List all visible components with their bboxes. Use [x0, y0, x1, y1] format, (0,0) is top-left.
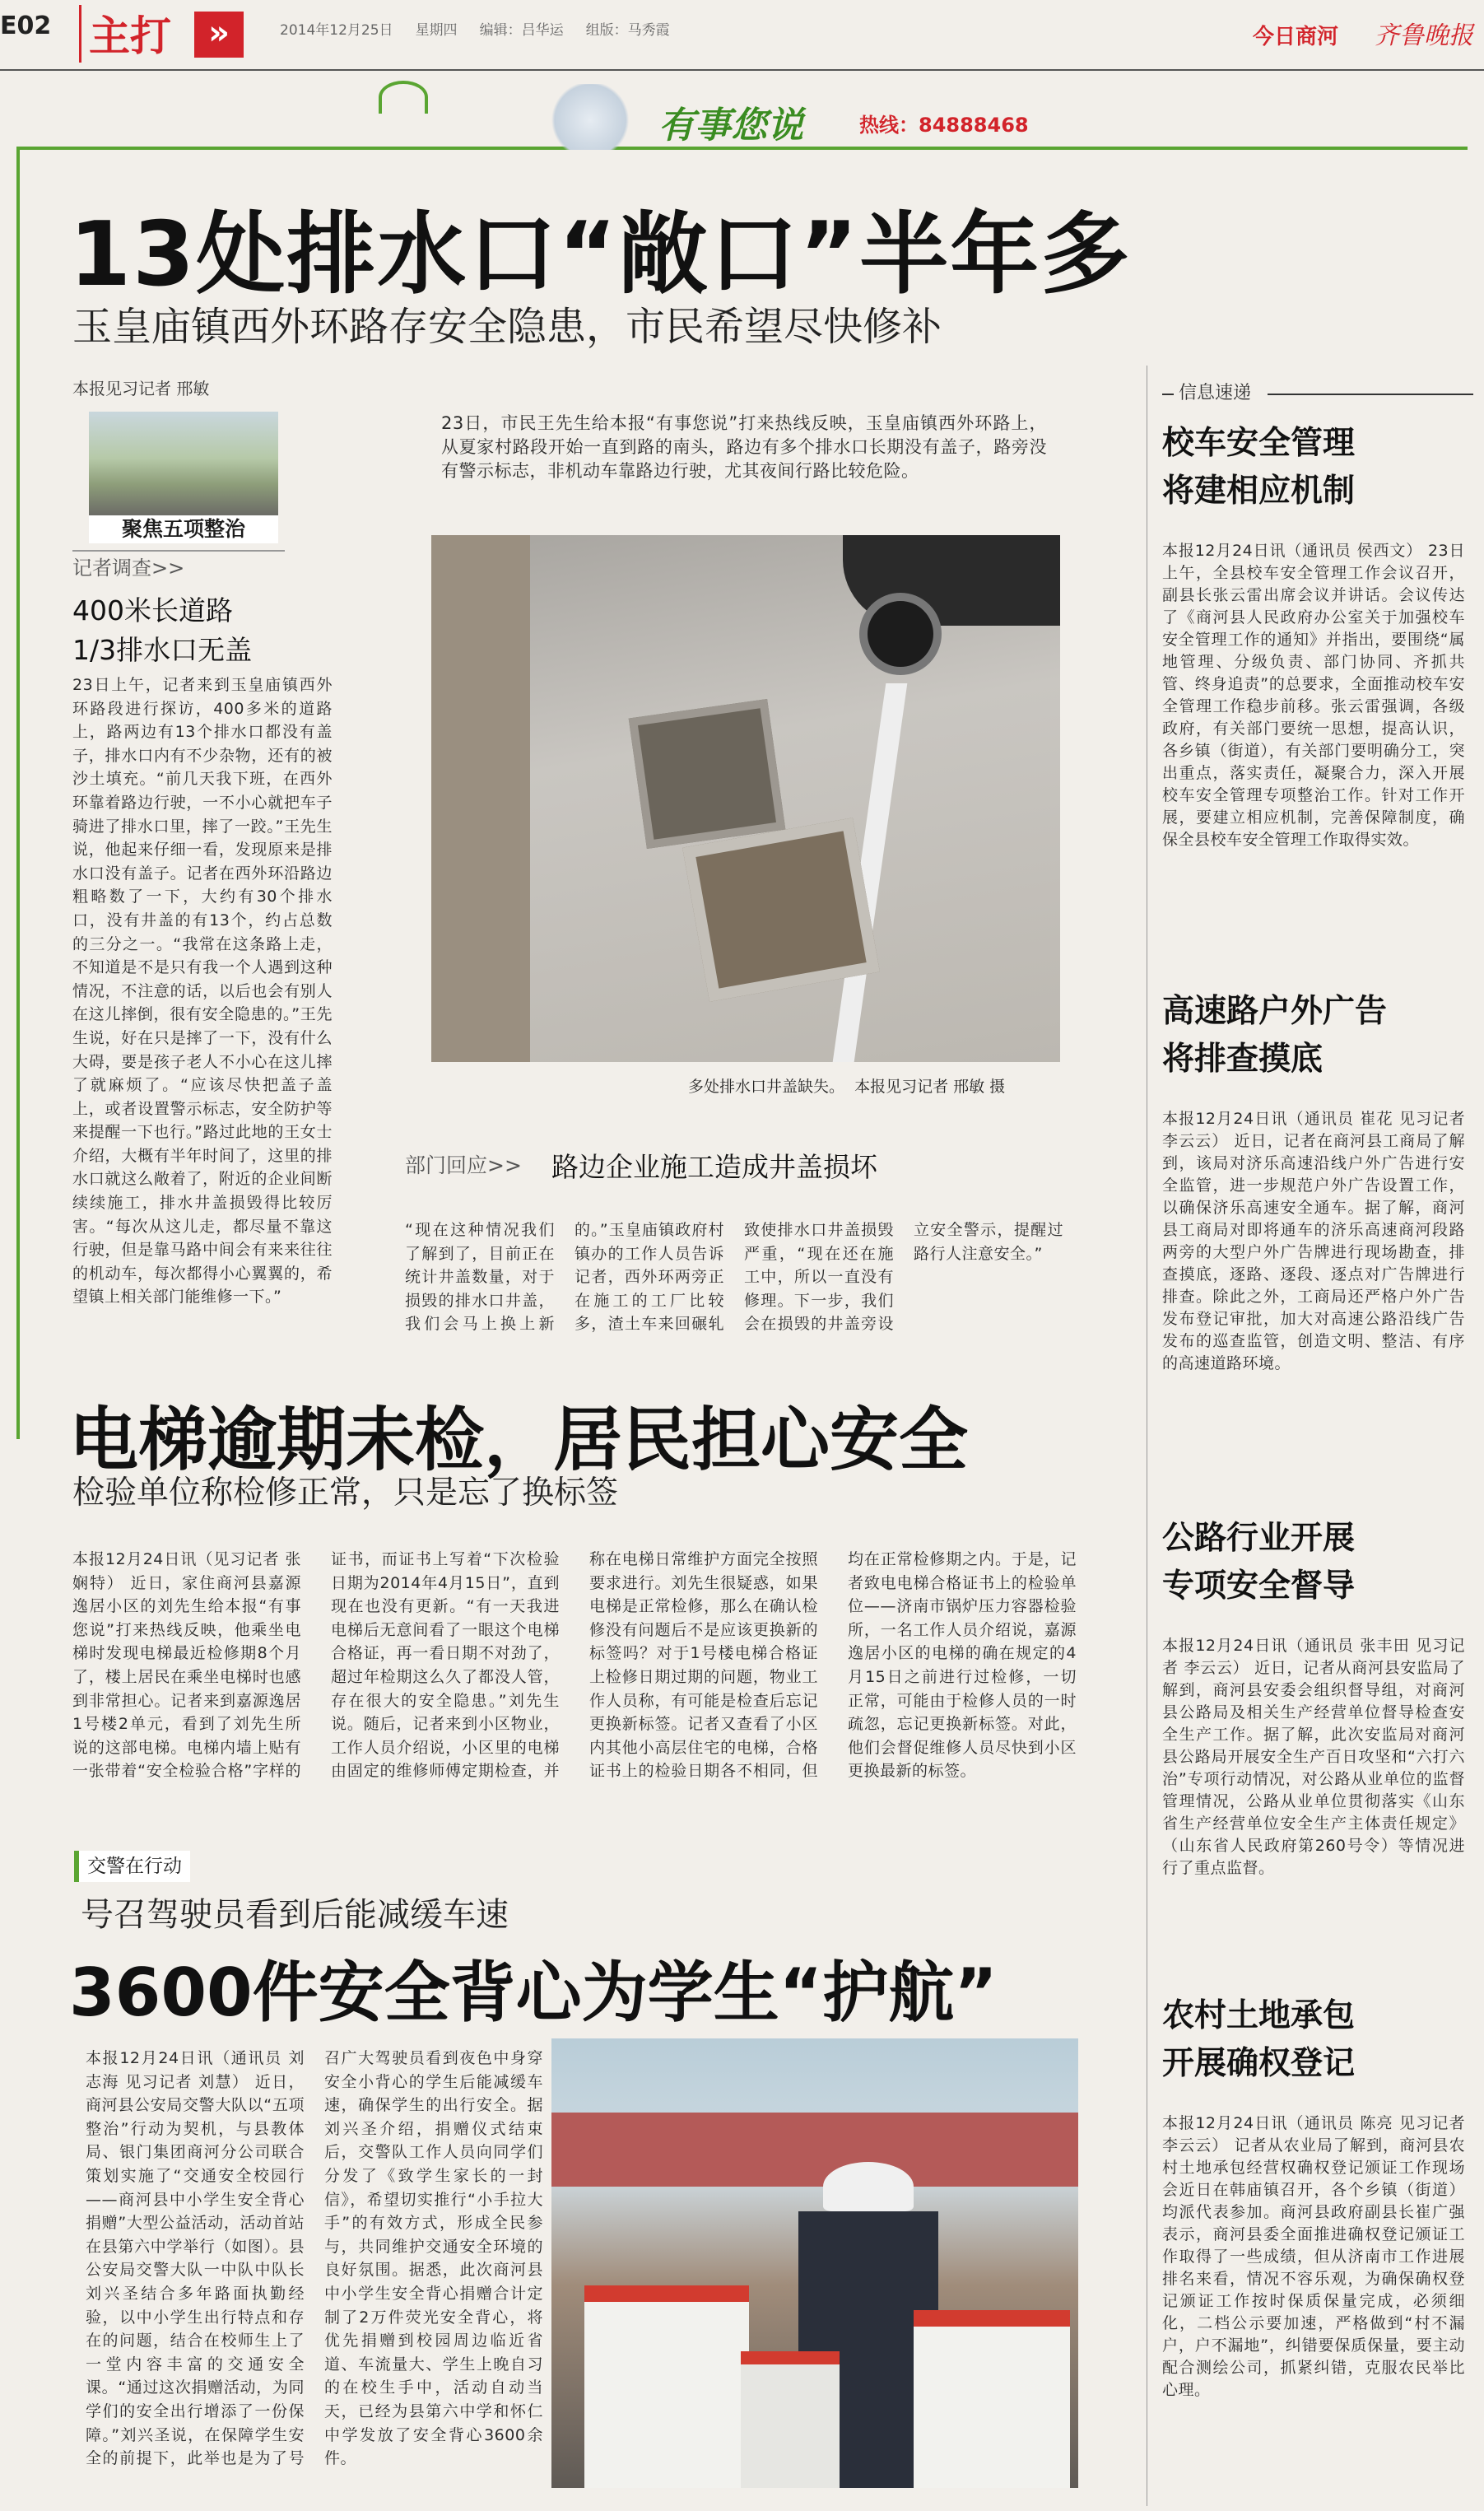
sidebar-item-3-title-2: 专项安全督导 — [1162, 1568, 1356, 1605]
section-name: 主打 — [89, 12, 171, 60]
header-meta — [280, 18, 670, 39]
weekday: 星期四 — [415, 22, 458, 39]
hotline-label: 热线： — [859, 114, 919, 137]
sidebar-tick-left — [1162, 394, 1174, 395]
sidebar-item-1-title-1: 校车安全管理 — [1162, 425, 1356, 462]
student-vest-1 — [584, 2285, 749, 2488]
dept-response-tag: 部门回应>> — [405, 1153, 522, 1177]
story3-subhead: 号召驾驶员看到后能减缓车速 — [81, 1896, 509, 1934]
green-left-rule — [16, 147, 20, 1439]
sidebar-item-2-title-2: 将排查摸底 — [1162, 1041, 1324, 1078]
car-wheel — [859, 593, 942, 675]
header-rule — [0, 69, 1484, 71]
section-arrow-badge: » — [194, 12, 244, 58]
sidebar-item-2-body: 本报12月24日讯（通讯员 崔花 见习记者 李云云） 近日，记者在商河县工商局了解到，该局对济乐高速沿线户外广告进行安全监管，进一步规范户外广告设置工作，以确保济乐高速安全通车。据了解，商河县工商局对即将通车的济乐高速商河段路两旁的大型户外广告牌进行现场勘查，排查摸底，逐路、逐段、逐点对广告牌进行排查。除此之外，工商局还严格户外广告发布登记审批，加大对高速公路沿线广告发布的巡查监管，创造文明、整洁、有序的高速道路环境。 — [1162, 1110, 1465, 1372]
story1-subtitle-1: 400米长道路 — [72, 594, 233, 627]
school-building — [551, 2113, 1078, 2187]
hotline-phone: 84888468 — [919, 114, 1029, 137]
hotline-banner — [16, 74, 1468, 156]
story1-body: 23日上午，记者来到玉皇庙镇西外环路段进行探访，400多米的道路上，路两边有13个排水口都没有盖子，排水口内有不少杂物，还有的被沙土填充。“前几天我下班，在西外环靠着路边行驶，一不小心就把车子骑进了排水口里，摔了一跤。”王先生说，他起来仔细一看，发现原来是排水口没有盖子。记者在西外环沿路边粗略数了一下，大约有30个排水口，没有井盖的有13个，约占总数的三分之一。“我常在这条路上走，不知道是不是只有我一个人遇到这种情况，不注意的话，以后也会有别人在这儿摔倒，很有安全隐患的。”王先生说，好在只是摔了一下，没有什么大碍，要是孩子老人不小心在这儿摔了就麻烦了。“应该尽快把盖子盖上，或者设置警示标志，安全防护等来提醒一下也行。”路过此地的王女士介绍，大概有半年时间了，这里的排水口就这么敞着了，附近的企业间断续续施工，排水井盖损毁得比较厉害。“每次从这儿走，都尽量不靠这行驶，但是靠马路中间会有来来往往的机动车，每次都得小心翼翼的，希望镇上相关部门能维修一下。” — [72, 676, 333, 1307]
student-vest-3 — [741, 2351, 840, 2488]
banner-thumbnail — [89, 412, 278, 515]
open-drain — [682, 818, 880, 1002]
header-divider — [79, 5, 81, 63]
story1-subtitle-2: 1/3排水口无盖 — [72, 634, 253, 666]
page-number: E02 — [0, 12, 52, 40]
sidebar-item-4-body: 本报12月24日讯（通讯员 陈亮 见习记者 李云云） 记者从农业局了解到，商河县农村土地承包经营权确权登记颁证工作现场会近日在韩庙镇召开，各个乡镇（街道）均派代表参加。商河县政府副县长崔广强表示，商河县委全面推进确权登记颁证工作取得了一些成绩，但从济南市工作进展排名来看，情况不容乐观，为确保确权登记颁证工作按时保质保量完成，必须细化，二档公示要加速，严格做到“村不漏户，户不漏地”，纠错要保质保量，要主动配合测绘公司，抓紧纠错，克服农民举比心理。 — [1162, 2114, 1465, 2399]
paper-logo: 齐鲁晚报 — [1375, 21, 1473, 50]
issue-date: 2014年12月25日 — [280, 22, 393, 39]
mascot-icon — [547, 84, 644, 150]
sidebar-item-2 — [1162, 988, 1465, 1495]
story1-photo — [431, 535, 1060, 1062]
sidebar-item-2-title-1: 高速路户外广告 — [1162, 993, 1388, 1030]
story3-headline: 3600件安全背心为学生“护航” — [69, 1954, 998, 2031]
dept-response-title: 路边企业施工造成井盖损坏 — [551, 1151, 877, 1183]
hotline-column-title: 有事您说 — [658, 105, 803, 147]
story1-lead: 23日，市民王先生给本报“有事您说”打来热线反映，玉皇庙镇西外环路上，从夏家村路段开始一直到路的南头，路边有多个排水口长期没有盖子，路旁没有警示标志，非机动车靠路边行驶，尤其夜间行路比较危险。 — [441, 413, 1047, 481]
layout-editor: 组版：马秀霞 — [585, 22, 670, 39]
page-header — [0, 0, 1484, 71]
banner-caption: 聚焦五项整治 — [89, 515, 278, 543]
drain-grate — [629, 699, 786, 849]
story3-body: 本报12月24日讯（通讯员 刘志海 见习记者 刘慧） 近日，商河县公安局交警大队以“五项整治”行动为契机，与县教体局、银门集团商河分公司联合策划实施了“交通安全校园行——商河县中小学生安全背心捐赠”大型公益活动，活动首站在县第六中学举行（如图）。县公安局交警大队一中队中队长刘兴圣结合多年路面执勤经验，以中小学生出行特点和存在的问题，结合在校师生上了一堂内容丰富的交通安全课。“通过这次捐赠活动，为同学们的安全出行增添了一份保障。”刘兴圣说，在保障学生安全的前提下，此举也是为了号召广大驾驶员看到夜色中身穿安全小背心的学生后能减缓车速，确保学生的出行安全。据刘兴圣介绍，捐赠仪式结束后，交警队工作人员向同学们分发了《致学生家长的一封信》，希望切实推行“小手拉大手”的有效方式，形成全民参与，共同维护交通安全环境的良好氛围。据悉，此次商河县中小学生安全背心捐赠合计定制了2万件荧光安全背心，将优先捐赠到校园周边临近省道、车流量大、学生上晚自习的在校生手中，活动自动当天，已经为县第六中学和怀仁中学发放了安全背心3600余件。 — [86, 2049, 543, 2468]
edition-name: 今日商河 — [1253, 25, 1339, 49]
sidebar-rule — [1268, 394, 1473, 395]
dept-response-body: “现在这种情况我们了解到了，目前正在统计井盖数量，对于损毁的排水口井盖，我们会马上换上新的。”玉皇庙镇政府村镇办的工作人员告诉记者，西外环两旁正在施工的工厂比较多，渣土车来回碾轧致使排水口井盖损毁严重，“现在还在施工中，所以一直没有修理。下一步，我们会在损毁的井盖旁设立安全警示，提醒过路行人注意安全。” — [405, 1221, 1063, 1334]
sidebar-item-1-title-2: 将建相应机制 — [1162, 473, 1356, 510]
story3-photo — [551, 2038, 1078, 2488]
story3-tag: 交警在行动 — [74, 1851, 190, 1882]
story1-headline: 13处排水口“敞口”半年多 — [69, 203, 1132, 306]
story1-byline: 本报见习记者 邢敏 — [72, 379, 210, 398]
sidebar-item-4 — [1162, 1992, 1465, 2499]
sidebar-item-3-body: 本报12月24日讯（通讯员 张丰田 见习记者 李云云） 近日，记者从商河县安监局了解到，商河县安委会组织督导组，对商河县公路局及相关生产经营单位督导检查安全生产工作。据了解，此次安监局对商河县公路局开展安全生产百日攻坚和“六打六治”专项行动情况，对公路从业单位的监督管理情况，公路从业单位贯彻落实《山东省生产经营单位安全生产主体责任规定》（山东省人民政府第260号令）等情况进行了重点监督。 — [1162, 1637, 1465, 1877]
section-tag: 记者调查>> — [72, 557, 185, 580]
phone-handset-icon — [379, 81, 428, 114]
police-cap — [823, 2162, 914, 2211]
sidebar-item-3-title-1: 公路行业开展 — [1162, 1520, 1356, 1557]
story1-subhead: 玉皇庙镇西外环路存安全隐患，市民希望尽快修补 — [72, 304, 942, 350]
sidebar-column-title: 信息速递 — [1179, 383, 1252, 403]
curb — [431, 535, 530, 1062]
sidebar-item-4-title-1: 农村土地承包 — [1162, 1997, 1356, 2034]
story2-body: 本报12月24日讯（见习记者 张娴特） 近日，家住商河县嘉源逸居小区的刘先生给本报“有事您说”打来热线反映，他乘坐电梯时发现电梯最近检修期8个月了，楼上居民在乘坐电梯时也感到非常担心。记者来到嘉源逸居1号楼2单元，看到了刘先生所说的这部电梯。电梯内墙上贴有一张带着“安全检验合格”字样的证书，而证书上写着“下次检验日期为2014年4月15日”，直到现在也没有更新。“有一天我进电梯后无意间看了一眼这个电梯合格证，再一看日期不对劲了，超过年检期这么久了都没人管，存在很大的安全隐患。”刘先生说。随后，记者来到小区物业，工作人员介绍说，小区里的电梯由固定的维修师傅定期检查，并称在电梯日常维护方面完全按照要求进行。刘先生很疑惑，如果电梯是正常检修，那么在确认检修没有问题后不是应该更换新的标签吗？对于1号楼电梯合格证上检修日期过期的问题，物业工作人员称，有可能是检查后忘记更换新标签。记者又查看了小区内其他小高层住宅的电梯，合格证书上的检验日期各不相同，但均在正常检修期之内。于是，记者致电电梯合格证书上的检验单位——济南市锅炉压力容器检验所，一名工作人员介绍说，嘉源逸居小区的电梯的确在规定的4月15日之前进行过检修，一切正常，可能由于检修人员的一时疏忽，忘记更换新标签。对此，他们会督促维修人员尽快到小区更换最新的标签。 — [72, 1550, 1077, 1781]
sidebar-item-1-body: 本报12月24日讯（通讯员 侯西文） 23日上午，全县校车安全管理工作会议召开，副县长张云雷出席会议并讲话。会议传达了《商河县人民政府办公室关于加强校车安全管理工作的通知》并指出，要围绕“属地管理、分级负责、部门协同、齐抓共管、终身追责”的总要求，全面推动校车安全管理工作稳步前移。张云雷强调，各级政府，有关部门要统一思想，提高认识，各乡镇（街道），有关部门要明确分工，突出重点，落实责任，凝聚合力，深入开展校车安全管理专项整治工作。针对工作开展，要建立相应机制，完善保障制度，确保全县校车安全管理工作取得实效。 — [1162, 542, 1465, 849]
story2-subhead: 检验单位称检修正常，只是忘了换标签 — [72, 1474, 619, 1512]
sidebar-item-4-title-2: 开展确权登记 — [1162, 2045, 1356, 2082]
sidebar-item-3 — [1162, 1515, 1465, 1948]
student-vest-2 — [914, 2310, 1070, 2488]
story2-headline: 电梯逾期未检，居民担心安全 — [69, 1400, 969, 1480]
story1-photo-caption: 多处排水口井盖缺失。 本报见习记者 邢敏 摄 — [688, 1078, 1006, 1096]
hotline-number — [859, 109, 1029, 137]
sidebar-item-1 — [1162, 420, 1465, 943]
editor: 编辑：吕华运 — [479, 22, 564, 39]
